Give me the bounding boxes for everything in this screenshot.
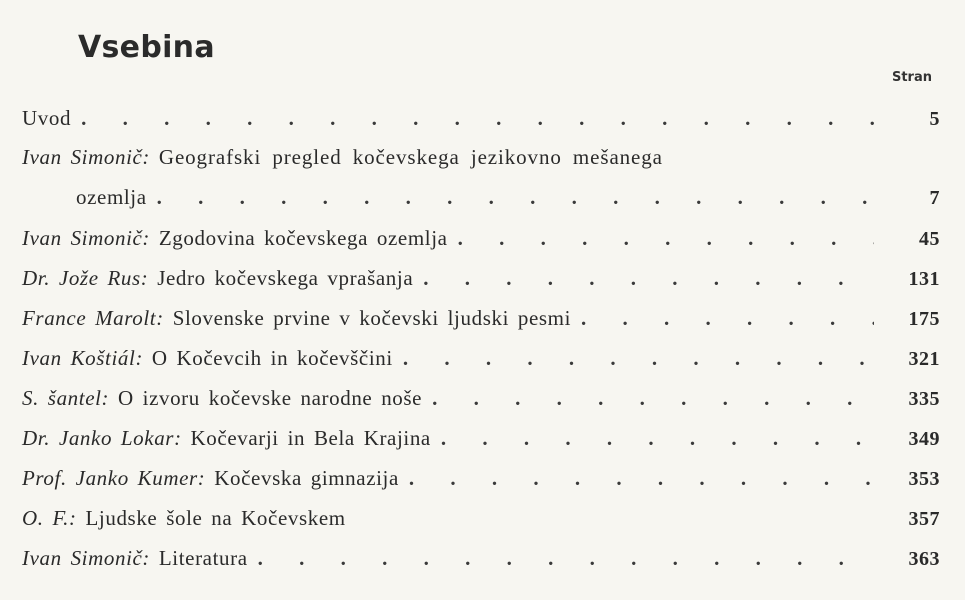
- toc-entry-author: Dr. Janko Lokar:: [22, 426, 182, 450]
- toc-entry-page: 175: [908, 308, 940, 330]
- dot-leader: [258, 538, 874, 578]
- toc-entry-title: Slovenske prvine v kočevski ljudski pesmi: [172, 306, 572, 330]
- dot-leader: [423, 258, 874, 298]
- toc-entry-title: Ljudske šole na Kočevskem: [85, 506, 346, 530]
- page-title: Vsebina: [78, 30, 215, 65]
- table-of-contents: [22, 98, 940, 578]
- toc-entry-page: 349: [908, 428, 940, 450]
- dot-leader: [441, 418, 874, 458]
- toc-entry[interactable]: [22, 418, 940, 458]
- dot-leader: [403, 338, 874, 378]
- toc-entry[interactable]: [22, 538, 940, 578]
- dot-leader: [432, 378, 874, 418]
- toc-entry-author: Ivan Koštiál:: [22, 346, 144, 370]
- toc-entry[interactable]: [22, 378, 940, 418]
- toc-entry-page: 7: [929, 187, 940, 209]
- toc-entry[interactable]: [22, 98, 940, 138]
- toc-entry-title: Kočevska gimnazija: [214, 466, 399, 490]
- toc-entry-title: O Kočevcih in kočevščini: [151, 346, 393, 370]
- toc-entry-author: Ivan Simonič:: [22, 226, 151, 250]
- toc-entry-author: S. šantel:: [22, 386, 110, 410]
- dot-leader: [458, 218, 874, 258]
- toc-entry-page: 353: [908, 468, 940, 490]
- toc-entry-title: Geografski pregled kočevskega jezikovno mešanega: [158, 145, 663, 169]
- toc-entry[interactable]: [22, 298, 940, 338]
- toc-entry-page: 321: [908, 348, 940, 370]
- toc-entry[interactable]: [22, 138, 940, 218]
- toc-entry-page: 363: [908, 548, 940, 570]
- toc-entry-author: O. F.:: [22, 506, 77, 530]
- toc-entry-title: Uvod: [22, 106, 72, 130]
- toc-entry-page: 335: [908, 388, 940, 410]
- toc-entry-title: Kočevarji in Bela Krajina: [190, 426, 431, 450]
- dot-leader: [581, 298, 874, 338]
- toc-entry-title: Literatura: [158, 546, 248, 570]
- toc-entry[interactable]: [22, 218, 940, 258]
- toc-entry-title: Zgodovina kočevskega ozemlja: [158, 226, 448, 250]
- toc-entry-page: 357: [908, 508, 940, 530]
- toc-entry-title-continued: ozemlja: [76, 185, 147, 209]
- toc-entry-page: 45: [919, 228, 940, 250]
- toc-entry[interactable]: [22, 258, 940, 298]
- page-column-label: Stran: [891, 70, 932, 85]
- toc-entry-author: France Marolt:: [22, 306, 164, 330]
- dot-leader: [81, 98, 874, 138]
- toc-entry-author: Dr. Jože Rus:: [22, 266, 149, 290]
- toc-entry-title: Jedro kočevskega vprašanja: [157, 266, 414, 290]
- toc-entry-page: 5: [929, 108, 940, 130]
- toc-entry-author: Prof. Janko Kumer:: [22, 466, 206, 490]
- toc-entry-title: O izvoru kočevske narodne noše: [118, 386, 423, 410]
- toc-entry[interactable]: [22, 498, 940, 538]
- dot-leader: [157, 176, 874, 218]
- toc-entry-page: 131: [908, 268, 940, 290]
- toc-entry[interactable]: [22, 458, 940, 498]
- toc-entry-author: Ivan Simonič:: [22, 546, 151, 570]
- dot-leader: [409, 458, 874, 498]
- toc-entry[interactable]: [22, 338, 940, 378]
- toc-entry-author: Ivan Simonič:: [22, 145, 151, 169]
